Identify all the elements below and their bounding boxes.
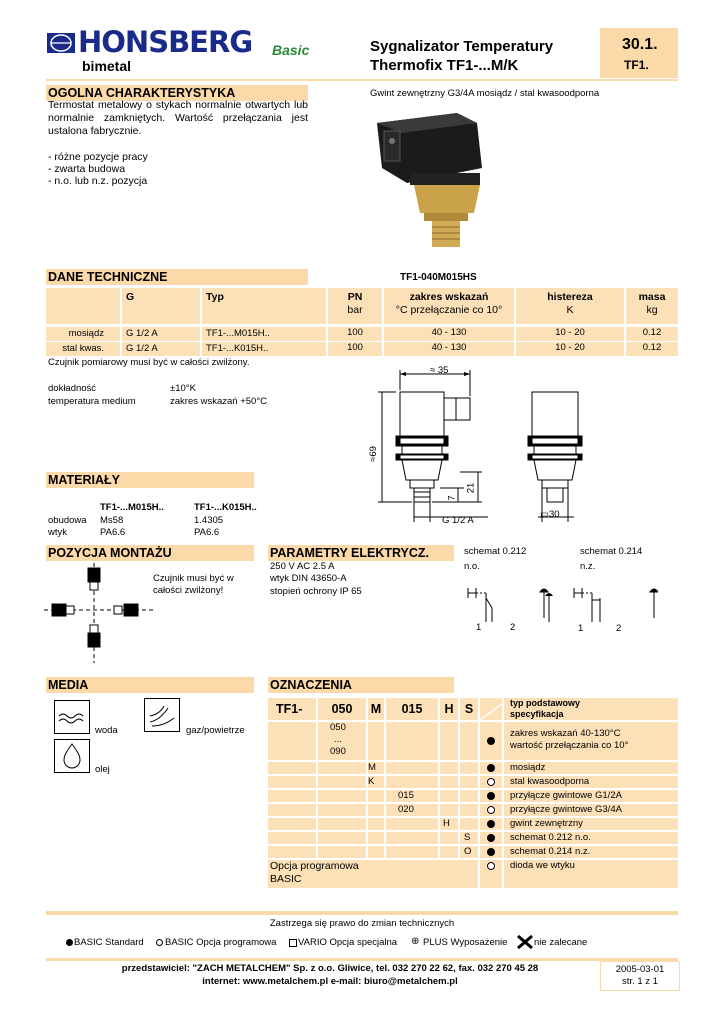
- table-row-1-material: mosiądz: [46, 327, 120, 341]
- code-cell-h: H: [440, 698, 458, 720]
- th-pn: [328, 288, 382, 324]
- dim-height: ≈69: [367, 446, 379, 462]
- feature-1: - różne pozycje pracy: [48, 151, 148, 163]
- schema-1-aux-symbol: [543, 590, 555, 624]
- th-mass-label: masa: [638, 291, 666, 303]
- codes-heading-bar: [268, 677, 454, 693]
- table-row-2-g: G 1/2 A: [122, 342, 200, 356]
- code-header-desc-1: typ podstawowy: [510, 698, 581, 708]
- code-cell-m: M: [368, 698, 384, 720]
- footer-line-top: [46, 911, 678, 915]
- medium-value: zakres wskazań +50°C: [170, 396, 267, 407]
- th-mass: [626, 288, 678, 324]
- legend-vario: VARIO Opcja specjalna: [298, 937, 398, 948]
- code-cell-050: 050: [318, 698, 366, 720]
- code-cell-tf1: TF1-: [268, 698, 316, 720]
- code-range-bullet-cell: [480, 722, 502, 760]
- general-heading: OGOLNA CHARAKTERYSTYKA: [48, 86, 236, 100]
- schema-1-type: n.o.: [464, 561, 480, 572]
- th-material: [46, 288, 120, 324]
- water-icon: [54, 700, 90, 734]
- schema-1-symbol: [462, 578, 552, 628]
- code-range-blank-5: [460, 722, 478, 760]
- standard-bullet-icon: [487, 792, 495, 800]
- feature-3: - n.o. lub n.z. pozycja: [48, 175, 148, 187]
- table-row-1-mass: 0.12: [626, 327, 678, 341]
- table-row-1-g: G 1/2 A: [122, 327, 200, 341]
- code-cell-slash: [480, 698, 502, 720]
- electrical-line-2: wtyk DIN 43650-A: [270, 573, 347, 584]
- schema-1-pin-2: 2: [510, 622, 516, 633]
- code-range-blank-1: [268, 722, 316, 760]
- page-number: 30.1.: [622, 36, 658, 53]
- header-line: [46, 79, 678, 81]
- photo-caption: Gwint zewnętrzny G3/4A mosiądz / stal kwasoodporna: [370, 88, 600, 99]
- dimension-drawing: [360, 362, 690, 532]
- materials-col2: TF1-...K015H..: [194, 502, 257, 513]
- dim-thread: G 1/2 A: [442, 515, 474, 526]
- electrical-line-1: 250 V AC 2.5 A: [270, 561, 335, 572]
- page-number-box: [600, 28, 678, 78]
- general-text: Termostat metalowy o stykach normalnie otwartych lub normalnie zamkniętych. Wartość przełączania jest ustalona fabrycznie.: [48, 99, 308, 137]
- code-range-values: 050 ... 090: [318, 722, 366, 760]
- table-row-1-range: 40 - 130: [384, 327, 514, 341]
- code-range-blank-3: [386, 722, 438, 760]
- product-photo: [362, 103, 502, 253]
- standard-bullet-icon: [487, 834, 495, 842]
- standard-bullet-icon: [487, 848, 495, 856]
- gas-icon: [144, 698, 180, 732]
- table-row-2-typ: TF1-...K015H..: [202, 342, 326, 356]
- materials-heading-bar: [46, 472, 254, 488]
- technical-note: Czujnik pomiarowy musi być w całości zwilżony.: [48, 357, 250, 368]
- table-row-1-pn: 100: [328, 327, 382, 341]
- standard-bullet-icon: [487, 764, 495, 772]
- option-bullet-icon: [487, 778, 495, 786]
- table-row-2-hyst: 10 - 20: [516, 342, 624, 356]
- materials-heading: MATERIAŁY: [48, 473, 120, 487]
- code-cell-s: S: [460, 698, 478, 720]
- materials-row-1-v1: Ms58: [100, 515, 124, 526]
- header-title-1: Sygnalizator Temperatury: [370, 38, 554, 55]
- th-mass-unit: kg: [646, 304, 658, 316]
- standard-bullet-icon: [487, 737, 495, 745]
- th-hyst-unit: K: [566, 304, 574, 316]
- media-heading: MEDIA: [48, 678, 89, 692]
- oil-icon: [54, 739, 90, 773]
- code-range-blank-4: [440, 722, 458, 760]
- th-pn-label: PN: [347, 291, 363, 303]
- materials-row-1-label: obudowa: [48, 515, 87, 526]
- logo: [46, 25, 326, 60]
- th-g-label: G: [126, 291, 135, 303]
- schema-2-symbol: [568, 578, 658, 628]
- th-g: [122, 288, 200, 324]
- contact-line-1: przedstawiciel: "ZACH METALCHEM" Sp. z o.o. Gliwice, tel. 032 270 22 62, fax. 032 270 45 28: [121, 963, 539, 974]
- dim-width: ≈ 35: [430, 365, 449, 376]
- legend-plus: PLUS Wyposażenie: [423, 937, 508, 948]
- mounting-heading-bar: [46, 545, 254, 561]
- mounting-note-2: całości zwilżony!: [153, 585, 224, 596]
- footer-line-bottom: [46, 958, 678, 961]
- table-row-2-range: 40 - 130: [384, 342, 514, 356]
- table-row-2-material: stal kwas.: [46, 342, 120, 356]
- dim-21: 21: [465, 482, 477, 494]
- option-bullet-icon: [487, 806, 495, 814]
- footer-legend: [66, 937, 666, 951]
- mounting-heading: POZYCJA MONTAŻU: [48, 546, 172, 560]
- code-cell-015: 015: [386, 698, 438, 720]
- model-label: TF1-040M015HS: [400, 272, 477, 283]
- th-range-unit: °C przełączanie co 10°: [395, 304, 503, 316]
- materials-row-1-v2: 1.4305: [194, 515, 224, 526]
- technical-heading: DANE TECHNICZNE: [48, 270, 168, 284]
- accuracy-label: dokładność: [48, 383, 97, 394]
- materials-row-2-v1: PA6.6: [100, 527, 126, 538]
- standard-bullet-icon: [66, 939, 73, 946]
- code-header-desc-2: specyfikacja: [510, 709, 564, 719]
- logo-sub: Basic: [272, 42, 310, 58]
- table-row-1-typ: TF1-...M015H..: [202, 327, 326, 341]
- dim-hex: ▭30: [540, 509, 560, 520]
- code-range-blank-2: [368, 722, 384, 760]
- th-range: [384, 288, 514, 324]
- plus-circle-icon: ⊕: [411, 936, 420, 947]
- legend-option: BASIC Opcja programowa: [165, 937, 277, 948]
- schema-2-pin-2: 2: [616, 623, 622, 634]
- electrical-heading-bar: [268, 545, 454, 561]
- medium-label: temperatura medium: [48, 396, 136, 407]
- th-hyst-label: histereza: [547, 291, 593, 303]
- th-pn-unit: bar: [347, 304, 363, 316]
- cross-icon: [516, 934, 534, 950]
- logo-text: HONSBERG: [78, 25, 253, 59]
- date-box: [600, 961, 680, 991]
- contact-line-2: internet: www.metalchem.pl e-mail: biuro@metalchem.pl: [202, 976, 458, 987]
- table-row-2-mass: 0.12: [626, 342, 678, 356]
- option-bullet-icon: [487, 862, 495, 870]
- legend-not: nie zalecane: [534, 937, 588, 948]
- mounting-positions-diagram: [44, 563, 154, 663]
- electrical-heading: PARAMETRY ELEKTRYCZ.: [270, 546, 430, 560]
- legend-standard: BASIC Standard: [74, 937, 144, 948]
- header-title-2: Thermofix TF1-...M/K: [370, 57, 519, 74]
- accuracy-value: ±10°K: [170, 383, 196, 394]
- schema-1-pin-1: 1: [476, 622, 482, 633]
- schema-2-type: n.z.: [580, 561, 596, 572]
- oil-label: olej: [95, 764, 110, 775]
- vario-square-icon: [289, 939, 297, 947]
- electrical-line-3: stopień ochrony IP 65: [270, 586, 362, 597]
- feature-2: - zwarta budowa: [48, 163, 126, 175]
- code-header-desc: [504, 698, 678, 720]
- code-range-desc: zakres wskazań 40-130°C wartość przełączania co 10°: [504, 722, 678, 760]
- technical-heading-bar: [46, 269, 308, 285]
- footer-rights: Zastrzega się prawo do zmian technicznych: [269, 918, 455, 929]
- header-subtitle: bimetal: [82, 58, 132, 74]
- option-bullet-icon: [156, 939, 163, 946]
- th-typ: [202, 288, 326, 324]
- mounting-note-1: Czujnik musi być w: [153, 573, 234, 584]
- water-label: woda: [95, 725, 118, 736]
- th-range-label: zakres wskazań: [409, 291, 489, 303]
- materials-row-2-label: wtyk: [48, 527, 67, 538]
- page-code: TF1.: [624, 58, 649, 72]
- table-row-2-pn: 100: [328, 342, 382, 356]
- schema-2-title: schemat 0.214: [580, 546, 643, 557]
- codes-heading: OZNACZENIA: [270, 678, 352, 692]
- schema-2-pin-1: 1: [578, 623, 584, 634]
- table-row-1-hyst: 10 - 20: [516, 327, 624, 341]
- materials-col1: TF1-...M015H..: [100, 502, 164, 513]
- materials-row-2-v2: PA6.6: [194, 527, 220, 538]
- footer-date: 2005-03-01: [615, 964, 665, 975]
- dim-7: 7: [446, 495, 458, 501]
- th-typ-label: Typ: [206, 291, 224, 303]
- schema-1-title: schemat 0.212: [464, 546, 527, 557]
- gas-label: gaz/powietrze: [186, 725, 245, 736]
- standard-bullet-icon: [487, 820, 495, 828]
- th-hyst: [516, 288, 624, 324]
- media-heading-bar: [46, 677, 254, 693]
- logo-globe-icon: [46, 30, 76, 56]
- footer-page: str. 1 z 1: [622, 976, 658, 987]
